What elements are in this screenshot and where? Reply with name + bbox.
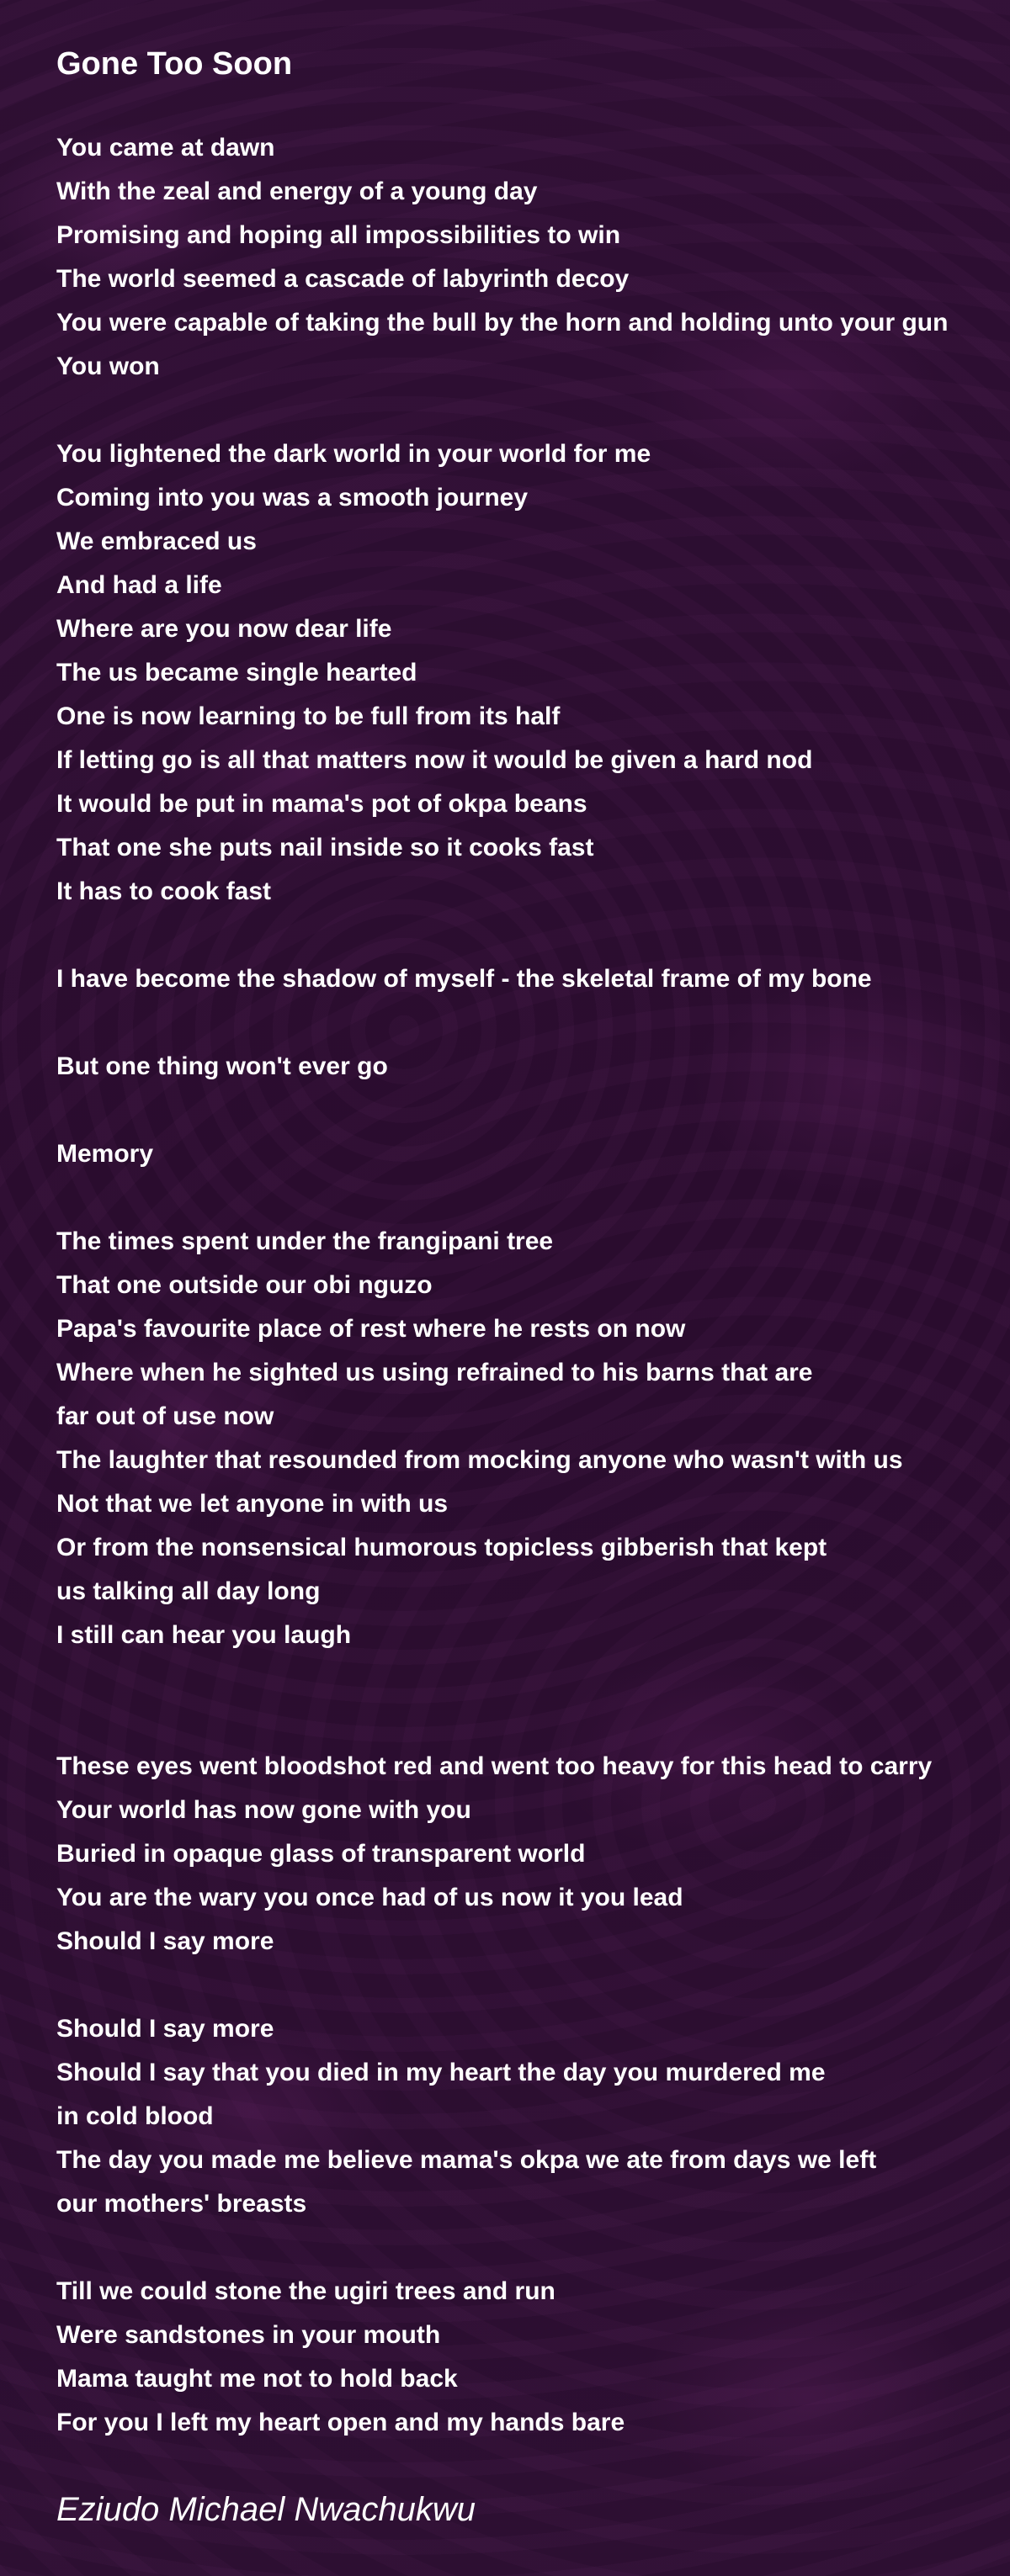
poem-line: The world seemed a cascade of labyrinth decoy [56, 265, 630, 293]
poem-line: Or from the nonsensical humorous topicless gibberish that kept [56, 1534, 827, 1561]
stanza-break [56, 1657, 1010, 1745]
poem-stanza [56, 957, 1010, 1001]
poem-line: The day you made me believe mama's okpa we ate from days we left [56, 2146, 877, 2174]
poem-line: We embraced us [56, 527, 257, 555]
poem-line: You are the wary you once had of us now it you lead [56, 1884, 683, 1911]
poem-stanza [56, 1045, 1010, 1089]
poem-line: The times spent under the frangipani tree [56, 1227, 554, 1255]
poem-line: Till we could stone the ugiri trees and run [56, 2277, 556, 2305]
poem-line: far out of use now [56, 1402, 274, 1430]
poem-stanza [56, 126, 1010, 389]
poem-line: Mama taught me not to hold back [56, 2365, 458, 2393]
poem-line: You came at dawn [56, 134, 275, 162]
poem-line: Papa's favourite place of rest where he rests on now [56, 1315, 686, 1343]
stanza-break [56, 1176, 1010, 1220]
poem-line: I still can hear you laugh [56, 1621, 352, 1649]
poem-line: You were capable of taking the bull by the horn and holding unto your gun [56, 309, 949, 337]
poem-line: I have become the shadow of myself - the skeletal frame of my bone [56, 965, 872, 993]
poem-line: If letting go is all that matters now it would be given a hard nod [56, 746, 813, 774]
poem-line: in cold blood [56, 2102, 214, 2130]
poem-line: Your world has now gone with you [56, 1796, 471, 1824]
poem-line: Where when he sighted us using refrained to his barns that are [56, 1359, 813, 1386]
poem-line: Coming into you was a smooth journey [56, 484, 529, 511]
poem-line: Not that we let anyone in with us [56, 1490, 449, 1518]
stanza-break [56, 914, 1010, 957]
poem-line: Should I say more [56, 2015, 274, 2043]
poem-line: For you I left my heart open and my hands bare [56, 2409, 625, 2436]
poem-line: Were sandstones in your mouth [56, 2321, 441, 2349]
poem-line: With the zeal and energy of a young day [56, 178, 538, 205]
poem-line: Should I say more [56, 1927, 274, 1955]
poem-stanza [56, 2270, 1010, 2445]
poem-line: Buried in opaque glass of transparent world [56, 1840, 586, 1868]
poem-line: Where are you now dear life [56, 615, 392, 643]
poem-line: You lightened the dark world in your world for me [56, 440, 651, 468]
poem-line: But one thing won't ever go [56, 1052, 388, 1080]
stanza-break [56, 1964, 1010, 2007]
poem-line: It has to cook fast [56, 877, 272, 905]
poem-stanza [56, 1745, 1010, 1964]
poem-line: The laughter that resounded from mocking anyone who wasn't with us [56, 1446, 903, 1474]
poem-author: Eziudo Michael Nwachukwu [56, 2491, 476, 2528]
poem-line: That one outside our obi nguzo [56, 1271, 433, 1299]
poem-body [56, 126, 1010, 2445]
poem-line: These eyes went bloodshot red and went too heavy for this head to carry [56, 1752, 933, 1780]
poem-line: Promising and hoping all impossibilities to win [56, 221, 621, 249]
poem-title: Gone Too Soon [56, 46, 293, 82]
poem-stanza [56, 1220, 1010, 1657]
stanza-break [56, 389, 1010, 432]
poem-stanza [56, 1132, 1010, 1176]
poem-line: That one she puts nail inside so it cooks fast [56, 834, 594, 861]
poem-line: And had a life [56, 571, 222, 599]
poem-line: Should I say that you died in my heart the day you murdered me [56, 2059, 826, 2086]
stanza-break [56, 1001, 1010, 1045]
poem-stanza [56, 432, 1010, 914]
stanza-break [56, 1089, 1010, 1132]
poem-line: us talking all day long [56, 1577, 321, 1605]
poem-line: You won [56, 352, 160, 380]
poem-stanza [56, 2007, 1010, 2226]
poem-line: The us became single hearted [56, 659, 417, 686]
poem-line: Memory [56, 1140, 154, 1168]
poem-line: One is now learning to be full from its half [56, 702, 561, 730]
stanza-break [56, 2226, 1010, 2270]
poem-line: our mothers' breasts [56, 2190, 307, 2218]
poem-line: It would be put in mama's pot of okpa beans [56, 790, 587, 818]
